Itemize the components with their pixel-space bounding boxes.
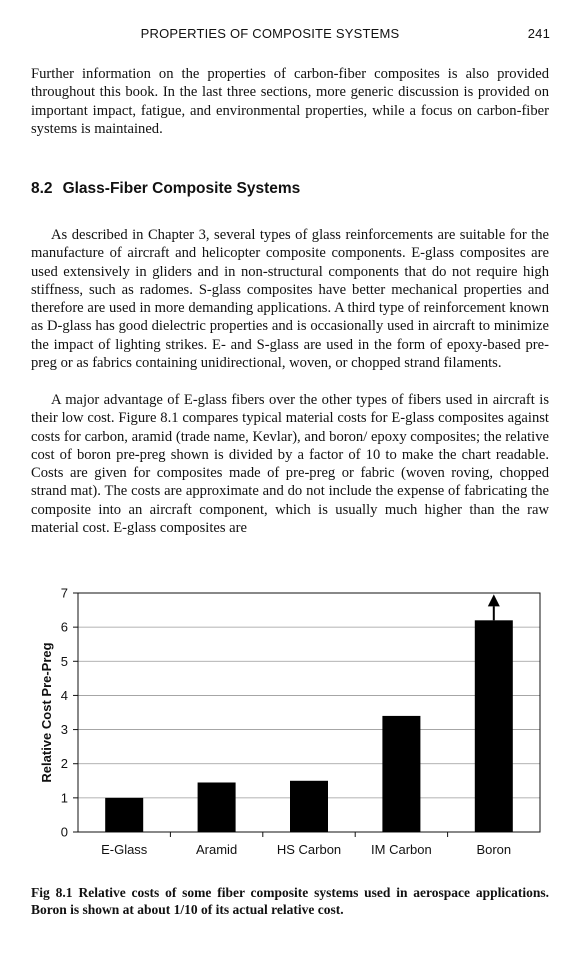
y-tick-label-3: 3 (60, 722, 68, 738)
y-tick-label-6: 6 (60, 619, 68, 635)
bar-im-carbon (382, 716, 420, 832)
y-tick-label-4: 4 (60, 687, 68, 703)
x-tick-label-boron: Boron (476, 842, 512, 857)
figure-label: Fig 8.1 (31, 885, 73, 900)
y-tick-label-2: 2 (60, 756, 68, 772)
body-paragraph-2: A major advantage of E-glass fibers over the other types of fibers used in aircraft is their low cost. Figure 8.1 compares typical material costs for E-glass composites against costs for carbon, aramid (trade name, Kevlar), and boron/ epoxy composites; the relative cost of boron pre-preg shown is divided by a factor of 10 to make the chart readable. Costs are given for composites made of pre-preg or fabric (woven roving, chopped strand mat). The costs are approximate and do not include the expense of fabricating the composite into an aircraft component, which is usually much higher than the raw material cost. E-glass composites are (31, 392, 549, 537)
bar-aramid (198, 782, 236, 832)
x-tick-label-hs-carbon: HS Carbon (276, 842, 342, 857)
bar-e-glass (105, 798, 143, 832)
intro-paragraph: Further information on the properties of carbon-fiber composites is also provided throughout this book. In the last three sections, more generic discussion is provided on important impact, fatigue, and environmental properties, while a focus on carbon-fiber systems is maintained. (31, 66, 549, 137)
page-number: 241 (527, 26, 550, 41)
section-number: 8.2 (31, 180, 53, 197)
y-axis-label: Relative Cost Pre-Preg (39, 642, 54, 783)
bar-boron (475, 620, 513, 832)
y-tick-label-1: 1 (60, 790, 68, 806)
bar-hs-carbon (290, 781, 328, 832)
body-paragraph-1: As described in Chapter 3, several types of glass reinforcements are suitable for the manufacture of aircraft and helicopter composite components. E-glass composites are used extensively in gliders and in non-structural components that do not require high stiffness, such as radomes. S-glass composites have better mechanical properties and therefore are used in more demanding applications. A third type of reinforcement known as D-glass has good dielectric properties and is occasionally used in aircraft to minimize the impact of lighting strikes. E- and S-glass are used in the form of epoxy-based pre-preg or as fabrics containing unidirectional, woven, or chopped strand filaments. (31, 227, 549, 372)
section-heading (31, 180, 300, 198)
y-tick-label-0: 0 (60, 824, 68, 840)
figure-caption-text: Relative costs of some fiber composite systems used in aerospace applications. Boron is shown at about 1/10 of its actual relative cost. (31, 885, 550, 917)
x-tick-label-e-glass: E-Glass (101, 842, 148, 857)
bar-chart (0, 580, 575, 880)
x-tick-label-aramid: Aramid (196, 842, 238, 857)
figure-caption (31, 884, 549, 918)
y-tick-label-5: 5 (60, 653, 68, 669)
y-tick-label-7: 7 (60, 585, 68, 601)
figure-8-1-chart (0, 580, 575, 880)
running-header (30, 26, 550, 46)
up-arrow-icon (488, 594, 500, 606)
running-title: PROPERTIES OF COMPOSITE SYSTEMS (140, 26, 400, 41)
section-title: Glass-Fiber Composite Systems (62, 180, 301, 197)
x-tick-label-im-carbon: IM Carbon (371, 842, 432, 857)
